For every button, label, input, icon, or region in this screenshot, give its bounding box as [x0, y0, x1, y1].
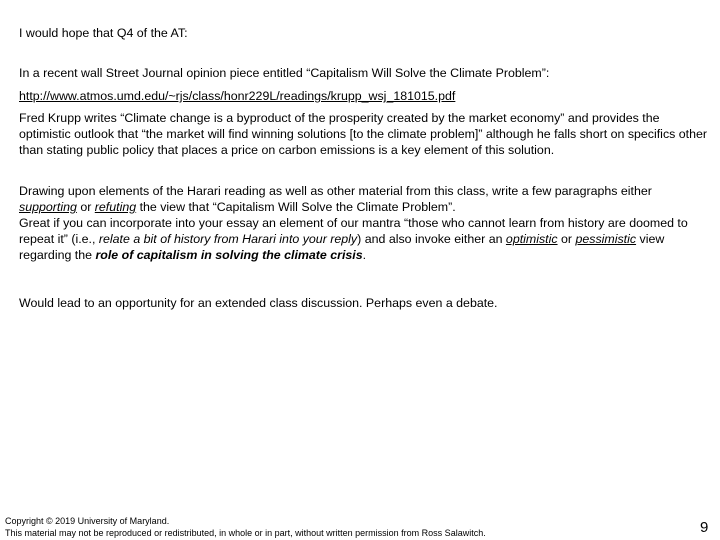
intro-text: I would hope that Q4 of the AT: [19, 26, 188, 40]
outcome-text: Would lead to an opportunity for an extended class discussion. Perhaps even a debate. [19, 296, 498, 310]
krupp-article-link[interactable]: http://www.atmos.umd.edu/~rjs/class/honr229L/readings/krupp_wsj_181015.pdf [19, 89, 456, 103]
supporting-word: supporting [19, 200, 77, 214]
optimistic-word: optimistic [505, 232, 558, 246]
krupp-paragraph: Fred Krupp writes “Climate change is a byproduct of the prosperity created by the market economy” and provides the optimistic outlook that “the market will find winning solutions [to the climate problem]” although he falls short on specifics other than stating public policy that places a price on carbon emissions is a key element of this solution. [19, 111, 708, 157]
reproduction-notice: This material may not be reproduced or redistributed, in whole or in part, without written permission from Ross Salawitch. [5, 528, 486, 538]
assignment-text-3: the view that “Capitalism Will Solve the Climate Problem”. [136, 200, 456, 214]
assignment-text-1: Drawing upon elements of the Harari reading as well as other material from this class, write a few paragraphs either [19, 184, 652, 198]
assignment-text-5: ) and also invoke either an [357, 232, 506, 246]
role-of-capitalism-phrase: role of capitalism in solving the climate crisis [95, 248, 363, 262]
copyright-line: Copyright © 2019 University of Maryland. [5, 516, 170, 526]
assignment-text-8: . [362, 248, 367, 262]
context-text: In a recent wall Street Journal opinion piece entitled “Capitalism Will Solve the Climate Problem”: [19, 66, 550, 80]
assignment-paragraph [19, 183, 709, 263]
assignment-text-2: or [76, 200, 95, 214]
pessimistic-word: pessimistic [575, 232, 637, 246]
refuting-word: refuting [94, 200, 137, 214]
history-note: relate a bit of history from Harari into your reply [98, 232, 358, 246]
page-number: 9 [700, 519, 709, 536]
link-paragraph [19, 88, 709, 104]
assignment-text-6: or [557, 232, 576, 246]
assignment-text-7: view regarding the [19, 232, 665, 262]
footer [5, 515, 645, 539]
assignment-text-4: Great if you can incorporate into your essay an element of our mantra “those who cannot learn from history are doomed to repeat it” (i.e., [19, 216, 688, 246]
